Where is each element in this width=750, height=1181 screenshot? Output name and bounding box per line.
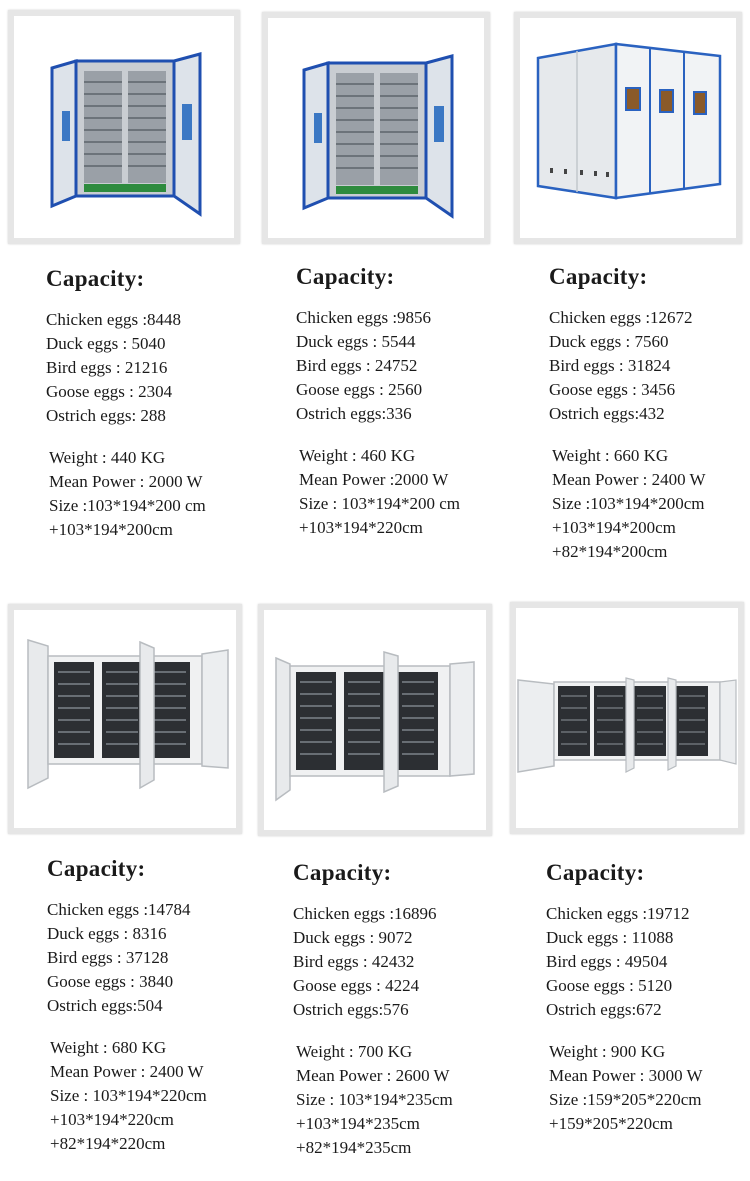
bird-eggs: Bird eggs : 21216 <box>46 358 168 377</box>
incubator-image <box>520 18 736 238</box>
product-6-info <box>546 860 750 1136</box>
duck-eggs: Duck eggs : 5544 <box>296 332 416 351</box>
product-6-photo <box>516 608 738 828</box>
ostrich-eggs: Ostrich eggs:336 <box>296 404 412 423</box>
size-extra-2: +82*194*235cm <box>296 1138 412 1157</box>
goose-eggs: Goose eggs : 2560 <box>296 380 423 399</box>
product-5-info <box>293 860 523 1160</box>
ostrich-eggs: Ostrich eggs:672 <box>546 1000 662 1019</box>
product-1-info <box>46 266 276 542</box>
goose-eggs: Goose eggs : 5120 <box>546 976 673 995</box>
chicken-eggs: Chicken eggs :9856 <box>296 308 432 327</box>
capacity-heading: Capacity: <box>47 856 146 881</box>
duck-eggs: Duck eggs : 5040 <box>46 334 166 353</box>
product-1-photo <box>14 16 234 238</box>
size: Size :103*194*200 cm <box>49 496 206 515</box>
mean-power: Mean Power : 2400 W <box>552 470 706 489</box>
chicken-eggs: Chicken eggs :8448 <box>46 310 182 329</box>
size-extra: +103*194*200cm <box>552 518 676 537</box>
chicken-eggs: Chicken eggs :19712 <box>546 904 690 923</box>
product-3-photo-frame <box>514 12 742 244</box>
spec-list <box>49 446 276 542</box>
capacity-heading: Capacity: <box>546 860 645 885</box>
egg-capacity-list <box>296 306 526 426</box>
bird-eggs: Bird eggs : 42432 <box>293 952 415 971</box>
size-extra: +103*194*220cm <box>50 1110 174 1129</box>
capacity-heading: Capacity: <box>46 266 145 291</box>
size-extra: +159*205*220cm <box>549 1114 673 1133</box>
mean-power: Mean Power : 2600 W <box>296 1066 450 1085</box>
weight: Weight : 900 KG <box>549 1042 666 1061</box>
egg-capacity-list <box>546 902 750 1022</box>
product-2-info <box>296 264 526 540</box>
weight: Weight : 700 KG <box>296 1042 413 1061</box>
ostrich-eggs: Ostrich eggs:504 <box>47 996 163 1015</box>
duck-eggs: Duck eggs : 7560 <box>549 332 669 351</box>
egg-capacity-list <box>549 306 750 426</box>
capacity-heading: Capacity: <box>549 264 648 289</box>
incubator-image <box>264 610 486 830</box>
mean-power: Mean Power : 2400 W <box>50 1062 204 1081</box>
chicken-eggs: Chicken eggs :14784 <box>47 900 191 919</box>
incubator-image <box>516 608 738 828</box>
incubator-image <box>14 610 236 828</box>
product-5-photo <box>264 610 486 830</box>
spec-list <box>296 1040 523 1160</box>
goose-eggs: Goose eggs : 4224 <box>293 976 420 995</box>
product-2-photo-frame <box>262 12 490 244</box>
chicken-eggs: Chicken eggs :16896 <box>293 904 437 923</box>
size-extra-2: +82*194*200cm <box>552 542 668 561</box>
product-4-photo-frame <box>8 604 242 834</box>
ostrich-eggs: Ostrich eggs:576 <box>293 1000 409 1019</box>
goose-eggs: Goose eggs : 3456 <box>549 380 676 399</box>
bird-eggs: Bird eggs : 49504 <box>546 952 668 971</box>
spec-list <box>299 444 526 540</box>
size: Size :103*194*200cm <box>552 494 705 513</box>
duck-eggs: Duck eggs : 11088 <box>546 928 674 947</box>
mean-power: Mean Power :2000 W <box>299 470 449 489</box>
weight: Weight : 460 KG <box>299 446 416 465</box>
capacity-heading: Capacity: <box>293 860 392 885</box>
size-extra-2: +82*194*220cm <box>50 1134 166 1153</box>
goose-eggs: Goose eggs : 3840 <box>47 972 174 991</box>
duck-eggs: Duck eggs : 8316 <box>47 924 167 943</box>
mean-power: Mean Power : 2000 W <box>49 472 203 491</box>
egg-capacity-list <box>47 898 277 1018</box>
size: Size : 103*194*235cm <box>296 1090 453 1109</box>
egg-capacity-list <box>46 308 276 428</box>
size-extra: +103*194*235cm <box>296 1114 420 1133</box>
chicken-eggs: Chicken eggs :12672 <box>549 308 693 327</box>
product-1-photo-frame <box>8 10 240 244</box>
goose-eggs: Goose eggs : 2304 <box>46 382 173 401</box>
weight: Weight : 660 KG <box>552 446 669 465</box>
bird-eggs: Bird eggs : 31824 <box>549 356 671 375</box>
product-3-info <box>549 264 750 564</box>
incubator-image <box>14 16 234 238</box>
weight: Weight : 680 KG <box>50 1038 167 1057</box>
product-5-photo-frame <box>258 604 492 836</box>
product-6-photo-frame <box>510 602 744 834</box>
ostrich-eggs: Ostrich eggs:432 <box>549 404 665 423</box>
product-4-photo <box>14 610 236 828</box>
incubator-image <box>268 18 484 238</box>
size: Size : 103*194*220cm <box>50 1086 207 1105</box>
product-3-photo <box>520 18 736 238</box>
size-extra: +103*194*220cm <box>299 518 423 537</box>
size: Size :159*205*220cm <box>549 1090 702 1109</box>
product-2-photo <box>268 18 484 238</box>
bird-eggs: Bird eggs : 24752 <box>296 356 418 375</box>
spec-list <box>552 444 750 564</box>
mean-power: Mean Power : 3000 W <box>549 1066 703 1085</box>
weight: Weight : 440 KG <box>49 448 166 467</box>
duck-eggs: Duck eggs : 9072 <box>293 928 413 947</box>
capacity-heading: Capacity: <box>296 264 395 289</box>
ostrich-eggs: Ostrich eggs: 288 <box>46 406 166 425</box>
product-4-info <box>47 856 277 1156</box>
size: Size : 103*194*200 cm <box>299 494 461 513</box>
spec-list <box>50 1036 277 1156</box>
egg-capacity-list <box>293 902 523 1022</box>
bird-eggs: Bird eggs : 37128 <box>47 948 169 967</box>
size-extra: +103*194*200cm <box>49 520 173 539</box>
spec-list <box>549 1040 750 1136</box>
